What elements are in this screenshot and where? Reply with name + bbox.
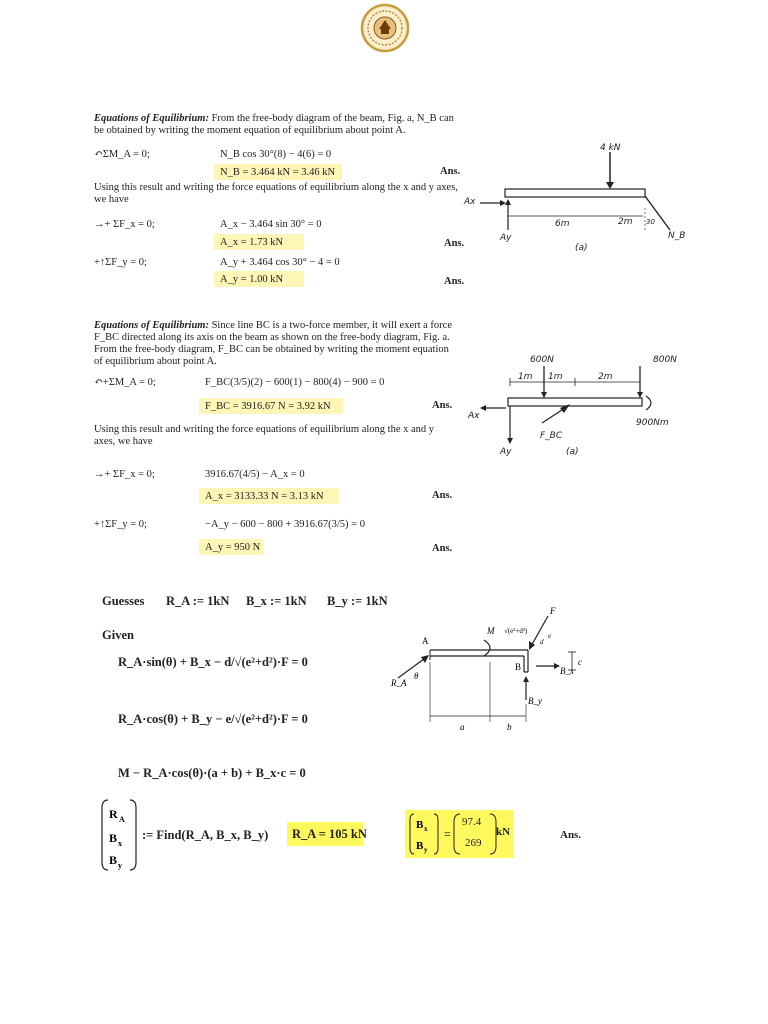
p2-fy-equation: −A_y − 600 − 800 + 3916.67(3/5) = 0 <box>205 519 365 530</box>
p1-fx-result: A_x = 1.73 kN <box>220 237 284 248</box>
p1-moment-label: ↶ΣM_A = 0; <box>94 149 150 160</box>
p1-fy-equation: A_y + 3.464 cos 30° − 4 = 0 <box>220 257 340 268</box>
problem1-intro <box>94 113 464 137</box>
fig-label-b-dim: b <box>507 722 512 732</box>
p2-figure-caption: (a) <box>566 447 579 457</box>
mathcad-free-body-diagram <box>388 604 588 736</box>
guesses-label: Guesses <box>102 594 145 608</box>
fig-label-sqrt: √(e²+d²) <box>504 627 528 635</box>
guess-bx: B_x := 1kN <box>246 594 307 608</box>
p2-800n-label: 800N <box>653 355 677 365</box>
moment-arrow-icon <box>646 396 651 410</box>
svg-text:=: = <box>444 827 451 841</box>
b-unit: kN <box>496 826 511 838</box>
p2-free-body-diagram <box>460 348 710 464</box>
fig-label-m: M <box>487 626 495 636</box>
p2-dim-1m-a: 1m <box>518 372 533 382</box>
fig-label-c: c <box>578 657 582 667</box>
p1-free-body-diagram <box>460 138 690 258</box>
svg-text:y: y <box>424 846 428 854</box>
problem2-heading: Equations of Equilibrium: <box>94 320 209 331</box>
problem1-intro-text: From the free-body diagram of the beam, Fig. a, N_B can be obtained by writing the moment equation of equilibrium about point A. <box>94 113 454 136</box>
p1-ans-3: Ans. <box>444 276 465 287</box>
p2-dim-2m: 2m <box>598 372 613 382</box>
p2-900nm-label: 900Nm <box>636 418 669 428</box>
beam-icon <box>505 189 645 197</box>
p2-moment-equation: F_BC(3/5)(2) − 600(1) − 800(4) − 900 = 0 <box>205 377 385 388</box>
svg-text:y: y <box>118 861 122 870</box>
fig-label-bx: B_x <box>560 666 574 676</box>
beam-icon <box>508 398 642 406</box>
p1-figure-caption: (a) <box>575 243 588 253</box>
p2-ax-label: Ax <box>468 411 480 421</box>
f-force-icon <box>530 616 548 648</box>
mathcad-ans: Ans. <box>560 829 582 841</box>
svg-text:B: B <box>109 853 118 867</box>
fig-label-a-dim: a <box>460 722 465 732</box>
fig-label-e: e <box>548 632 552 640</box>
fig-label-b: B <box>515 662 522 672</box>
p2-using-text: Using this result and writing the force equations of equilibrium along the x and y axes, we have <box>94 424 435 447</box>
p2-fy-label: +↑ΣF_y = 0; <box>94 519 147 530</box>
p1-moment-equation: N_B cos 30°(8) − 4(6) = 0 <box>220 149 332 160</box>
p1-ans-2: Ans. <box>444 238 465 249</box>
p2-fx-label: →+ ΣF_x = 0; <box>94 469 155 480</box>
p1-angle-label: 30 <box>646 218 655 226</box>
given-label: Given <box>102 628 134 642</box>
p1-ans-1: Ans. <box>440 166 461 177</box>
fig-label-f: F <box>550 606 556 616</box>
unknowns-vector <box>100 798 140 872</box>
p1-nb-label: N_B <box>668 231 686 241</box>
ra-result: R_A = 105 kN <box>292 827 367 841</box>
problem1-heading: Equations of Equilibrium: <box>94 113 209 124</box>
equation-1: R_A·sin(θ) + B_x − d/√(e²+d²)·F = 0 <box>118 655 308 669</box>
p2-dim-1m-b: 1m <box>548 372 563 382</box>
p1-dim-2m: 2m <box>618 217 633 227</box>
p1-moment-result: N_B = 3.464 kN = 3.46 kN <box>220 167 336 178</box>
p1-fx-equation: A_x − 3.464 sin 30° = 0 <box>220 219 322 230</box>
moment-arrow-icon <box>484 640 490 656</box>
equation-3: M − R_A·cos(θ)·(a + b) + B_x·c = 0 <box>118 766 306 780</box>
fig-label-theta: θ <box>414 671 419 681</box>
fig-label-by: B_y <box>528 696 542 706</box>
fig-label-ra: R_A <box>391 678 407 688</box>
p1-fy-label: +↑ΣF_y = 0; <box>94 257 147 268</box>
p2-ans-2: Ans. <box>432 490 453 501</box>
p1-using-text: Using this result and writing the force equations of equilibrium along the x and y axes, we have <box>94 182 458 205</box>
p2-ans-3: Ans. <box>432 543 453 554</box>
svg-text:B: B <box>109 831 118 845</box>
find-call: := Find(R_A, B_x, B_y) <box>142 828 269 842</box>
p2-fy-result: A_y = 950 N <box>205 542 261 553</box>
university-seal-icon <box>360 3 410 53</box>
svg-text:A: A <box>119 815 125 824</box>
svg-text:x: x <box>118 839 122 848</box>
svg-text:x: x <box>424 825 428 833</box>
bx-value: 97.4 <box>462 816 482 828</box>
svg-text:R: R <box>109 807 118 821</box>
fig-label-d: d <box>540 638 544 646</box>
p2-fx-equation: 3916.67(4/5) − A_x = 0 <box>205 469 305 480</box>
p1-fx-label: →+ ΣF_x = 0; <box>94 219 155 230</box>
p1-load-label: 4 kN <box>600 143 621 153</box>
svg-text:B: B <box>416 819 424 831</box>
by-value: 269 <box>465 837 482 849</box>
p2-ay-label: Ay <box>500 447 512 457</box>
p2-600n-label: 600N <box>530 355 554 365</box>
p2-ans-1: Ans. <box>432 400 453 411</box>
p2-fbc-label: F_BC <box>540 431 563 441</box>
p2-moment-label: ↶+ΣM_A = 0; <box>94 377 156 388</box>
p2-fx-result: A_x = 3133.33 N = 3.13 kN <box>205 491 324 502</box>
equation-2: R_A·cos(θ) + B_y − e/√(e²+d²)·F = 0 <box>118 712 308 726</box>
guess-ra: R_A := 1kN <box>166 594 230 608</box>
problem2-intro <box>94 320 454 368</box>
p2-moment-result: F_BC = 3916.67 N = 3.92 kN <box>205 401 331 412</box>
p1-ax-label: Ax <box>464 197 476 207</box>
p1-fy-result: A_y = 1.00 kN <box>220 274 284 285</box>
guess-by: B_y := 1kN <box>327 594 388 608</box>
problem2-intro-text: Since line BC is a two-force member, it will exert a force F_BC directed along its axis on the beam as shown on the free-body diagram, Fig. a. From the free-body diagram, F_BC can be obtained by writing the moment equation of equilibrium about point A. <box>94 320 452 367</box>
fig-label-a: A <box>422 636 429 646</box>
b-result-vector <box>408 812 510 856</box>
p1-ay-label: Ay <box>500 233 512 243</box>
p1-dim-6m: 6m <box>555 219 570 229</box>
svg-text:B: B <box>416 840 424 852</box>
